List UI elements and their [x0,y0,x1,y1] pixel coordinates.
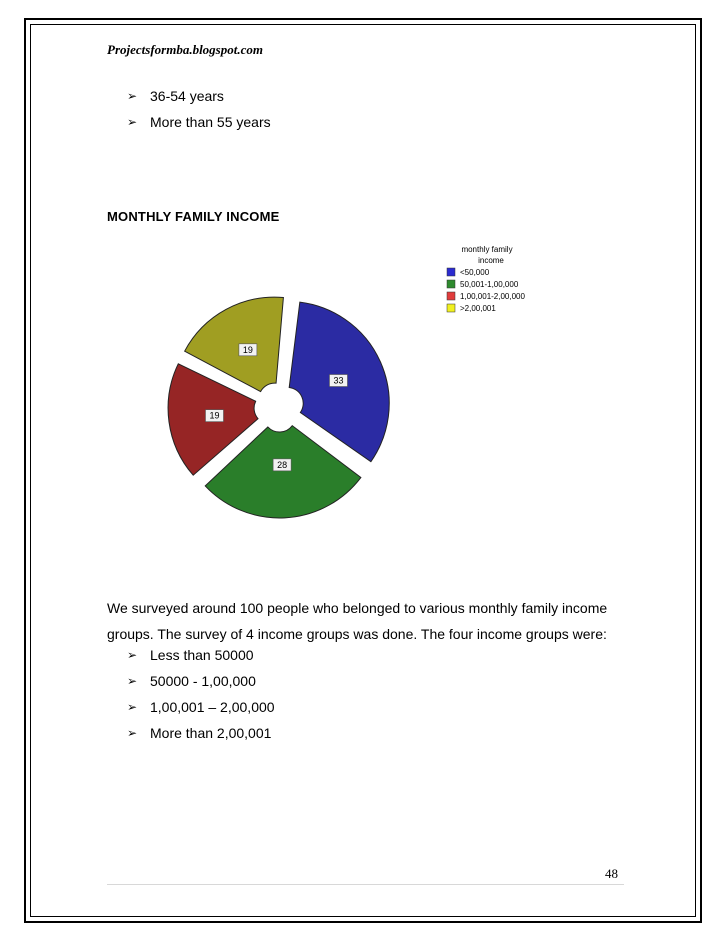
arrow-bullet-icon: ➢ [127,726,138,740]
legend-swatch [447,292,455,300]
survey-paragraph: We surveyed around 100 people who belonged to various monthly family income groups. The survey of 4 income groups was done. The four income groups were: [107,600,608,642]
pie-slices [168,297,389,518]
income-bullet-list [127,645,275,749]
legend-swatch [447,280,455,288]
chart-legend [447,245,525,313]
legend-swatch [447,268,455,276]
slice-value-label [205,410,223,422]
arrow-bullet-icon: ➢ [127,115,138,129]
list-item: ➢ 1,00,001 – 2,00,000 [127,699,275,715]
legend-swatch [447,304,455,312]
value-label-text: 19 [242,344,253,355]
arrow-bullet-icon: ➢ [127,648,138,662]
income-pie-chart [100,232,580,522]
legend-label: 50,001-1,00,000 [460,280,519,289]
slice-value-label [329,375,347,387]
legend-label: <50,000 [460,268,490,277]
slice-value-label [273,459,291,471]
footer-divider [107,884,624,885]
age-bullet-list [127,86,271,138]
site-header: Projectsformba.blogspot.com [107,42,263,57]
legend-label: >2,00,001 [460,304,496,313]
page-number: 48 [605,866,618,881]
arrow-bullet-icon: ➢ [127,89,138,103]
list-item: ➢ More than 55 years [127,114,271,130]
arrow-bullet-icon: ➢ [127,700,138,714]
legend-title: monthly family [461,245,513,254]
legend-title: income [478,256,504,265]
value-label-text: 33 [333,375,344,386]
list-item: ➢ More than 2,00,001 [127,725,272,741]
list-item: ➢ Less than 50000 [127,647,254,663]
value-label-text: 28 [277,459,288,470]
arrow-bullet-icon: ➢ [127,674,138,688]
legend-label: 1,00,001-2,00,000 [460,292,525,301]
value-label-text: 19 [209,410,220,421]
slice-value-label [239,344,257,356]
list-item: ➢ 36-54 years [127,88,224,104]
section-title: MONTHLY FAMILY INCOME [107,209,280,224]
list-item: ➢ 50000 - 1,00,000 [127,673,256,689]
